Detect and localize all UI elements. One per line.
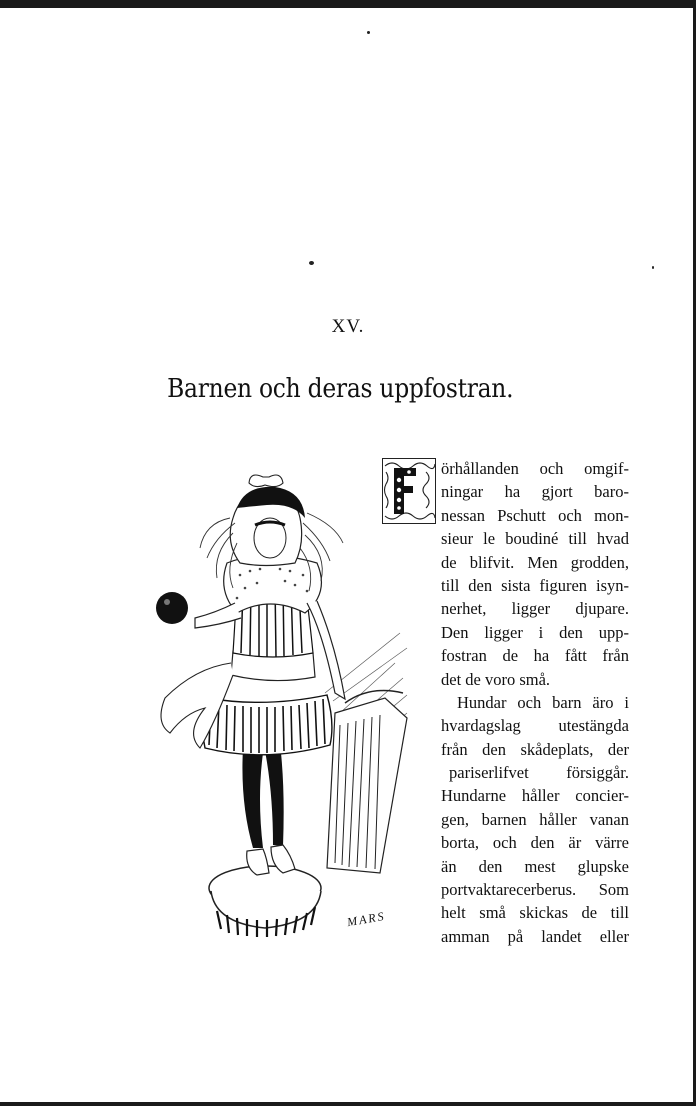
text-line: nessan Pschutt och mon- <box>441 505 629 525</box>
text-line: nerhet, ligger djupare. <box>441 599 629 619</box>
text-line: helt små skickas de till <box>441 903 629 923</box>
text-line: örhållanden och omgif- <box>441 459 629 478</box>
page-frame-bottom <box>0 1102 696 1106</box>
text-line: det de voro små. <box>441 669 551 689</box>
text-line: borta, och den är värre <box>441 833 629 853</box>
text-line: portvaktarecerberus. Som <box>441 880 629 900</box>
page-frame-top <box>0 0 696 8</box>
text-line: gen, barnen håller vanan <box>441 809 629 829</box>
text-line: ningar ha gjort baro- <box>441 482 629 502</box>
ink-speck <box>309 261 314 265</box>
text-line: från den skådeplats, der <box>441 739 629 759</box>
text-line: amman på landet eller <box>441 926 629 946</box>
ink-speck <box>367 31 370 34</box>
text-line: Hundar och barn äro i <box>457 692 629 712</box>
chapter-number: XV. <box>331 316 365 337</box>
chapter-title: Barnen och deras uppfostran. <box>167 374 514 404</box>
body-text <box>441 457 629 948</box>
text-line: de blifvit. Men grodden, <box>441 552 629 572</box>
ornamental-drop-cap <box>382 458 436 524</box>
text-line: än den mest glupske <box>441 856 629 876</box>
text-line: pariserlifvet försiggår. <box>449 763 629 783</box>
text-line: hvardagslag utestängda <box>441 716 629 736</box>
ink-speck <box>652 266 654 269</box>
text-line: Den ligger i den upp- <box>441 622 629 642</box>
drop-cap-letter: F <box>409 497 411 499</box>
girl-with-ball-illustration <box>145 463 420 943</box>
text-line: sieur le boudiné till hvad <box>441 529 629 549</box>
artist-signature: MARS <box>345 908 387 930</box>
text-line: till den sista figuren isyn- <box>441 575 629 595</box>
text-line: Hundarne håller concier- <box>441 786 629 806</box>
text-line: fostran de ha fått från <box>441 646 629 666</box>
